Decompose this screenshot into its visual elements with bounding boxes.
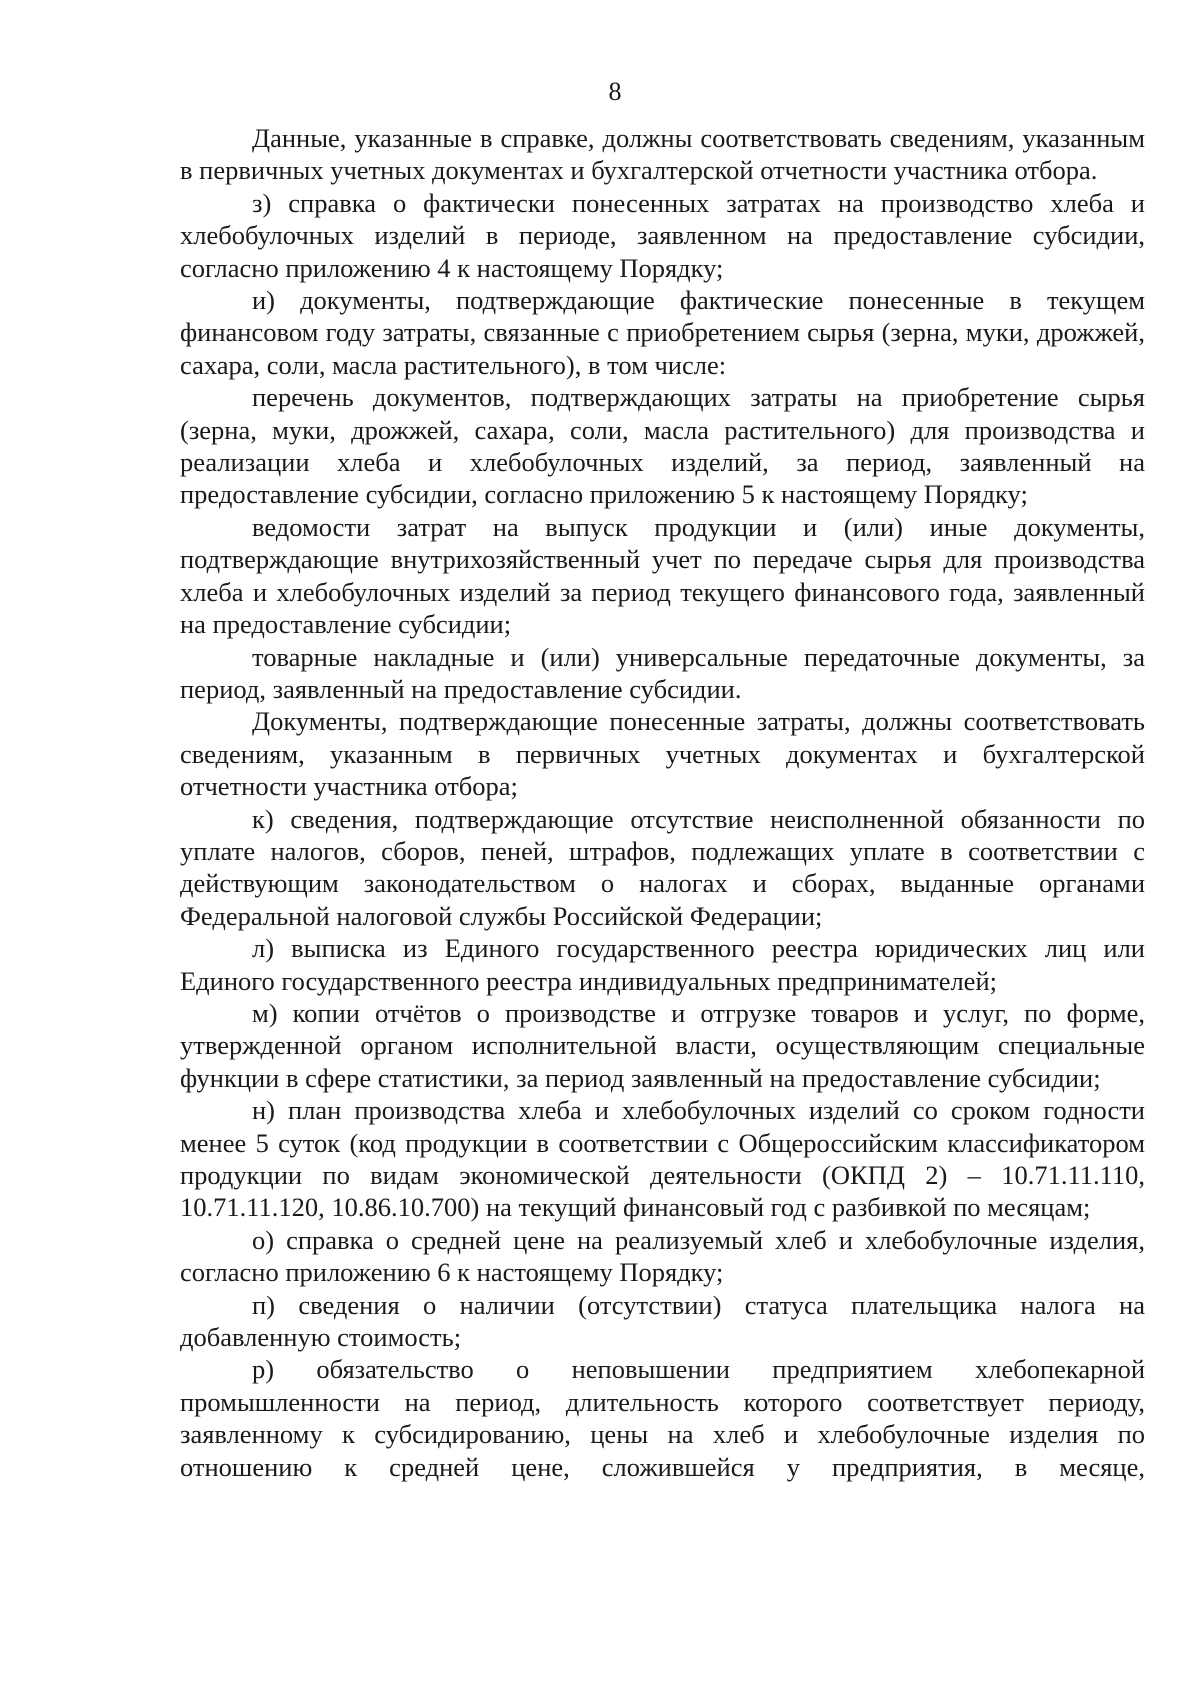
page-number: 8: [608, 77, 622, 106]
paragraph-item-r: р) обязательство о неповышении предприятием хлебопекарной промышленности на период, длительность которого соответствует периоду, заявленному к субсидированию, цены на хлеб и хлебобулочные изделия по отношению к средней цене, сложившейся у предприятия, в месяце,: [180, 1354, 1145, 1482]
paragraph-item-z: з) справка о фактически понесенных затратах на производство хлеба и хлебобулочных изделий в периоде, заявленном на предоставление субсидии, согласно приложению 4 к настоящему Порядку;: [180, 187, 1145, 283]
paragraph-item-n: н) план производства хлеба и хлебобулочных изделий со сроком годности менее 5 суток (код продукции в соответствии с Общероссийским классификатором продукции по видам экономической деятельности (ОКПД 2) – 10.71.11.110, 10.71.11.120, 10.86.10.700) на текущий финансовый год с разбивкой по месяцам;: [180, 1095, 1145, 1223]
paragraph-document-list: перечень документов, подтверждающих затраты на приобретение сырья (зерна, муки, дрожжей, сахара, соли, масла растительного) для производства и реализации хлеба и хлебобулочных изделий, за период, заявленный на предоставление субсидии, согласно приложению 5 к настоящему Порядку;: [180, 382, 1145, 510]
paragraph-documents-correspondence: Документы, подтверждающие понесенные затраты, должны соответствовать сведениям, указанным в первичных учетных документах и бухгалтерской отчетности участника отбора;: [180, 706, 1145, 802]
paragraph-waybills: товарные накладные и (или) универсальные передаточные документы, за период, заявленный на предоставление субсидии.: [180, 641, 1145, 704]
paragraph-item-p: п) сведения о наличии (отсутствии) статуса плательщика налога на добавленную стоимость;: [180, 1289, 1145, 1353]
paragraph-item-m: м) копии отчётов о производстве и отгрузке товаров и услуг, по форме, утвержденной органом исполнительной власти, осуществляющим специальные функции в сфере статистики, за период заявленный на предоставление субсидии;: [180, 997, 1145, 1093]
paragraph-item-l: л) выписка из Единого государственного реестра юридических лиц или Единого государственного реестра индивидуальных предпринимателей;: [180, 933, 1145, 996]
paragraph-cost-statements: ведомости затрат на выпуск продукции и (или) иные документы, подтверждающие внутрихозяйственный учет по передаче сырья для производства хлеба и хлебобулочных изделий за период текущего финансового года, заявленный на предоставление субсидии;: [180, 511, 1145, 640]
paragraph-data-correspondence: Данные, указанные в справке, должны соответствовать сведениям, указанным в первичных учетных документах и бухгалтерской отчетности участника отбора.: [180, 123, 1145, 186]
paragraph-item-k: к) сведения, подтверждающие отсутствие неисполненной обязанности по уплате налогов, сборов, пеней, штрафов, подлежащих уплате в соответствии с действующим законодательством о налогах и сборах, выданные органами Федеральной налоговой службы Российской Федерации;: [180, 803, 1145, 931]
document-body: [180, 122, 1145, 1483]
paragraph-item-i: и) документы, подтверждающие фактические понесенные в текущем финансовом году затраты, связанные с приобретением сырья (зерна, муки, дрожжей, сахара, соли, масла растительного), в том числе:: [180, 285, 1145, 380]
paragraph-item-o: о) справка о средней цене на реализуемый хлеб и хлебобулочные изделия, согласно приложению 6 к настоящему Порядку;: [180, 1224, 1145, 1288]
